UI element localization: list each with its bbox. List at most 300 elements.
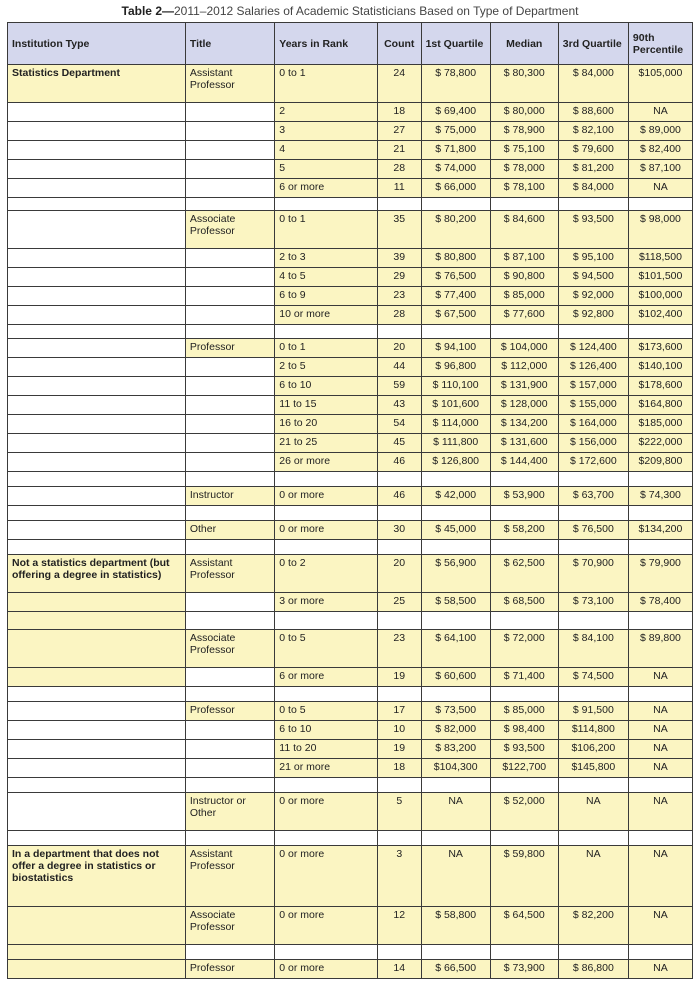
years-in-rank-cell: 4 to 5 [275, 268, 378, 287]
institution-type-cell [8, 198, 186, 211]
p90-cell: $164,800 [628, 396, 692, 415]
q1-cell: $ 126,800 [421, 453, 490, 472]
title-cell [185, 415, 274, 434]
institution-type-cell [8, 721, 186, 740]
table-row [8, 721, 693, 740]
institution-type-cell [8, 540, 186, 555]
q3-cell: $ 70,900 [558, 555, 628, 593]
years-in-rank-cell [275, 506, 378, 521]
institution-type-cell [8, 358, 186, 377]
q1-cell: $ 76,500 [421, 268, 490, 287]
count-cell: 11 [377, 179, 421, 198]
table-row [8, 358, 693, 377]
median-cell: $ 85,000 [490, 702, 558, 721]
p90-cell: $ 89,000 [628, 122, 692, 141]
years-in-rank-cell: 0 to 1 [275, 211, 378, 249]
q1-cell: $ 66,000 [421, 179, 490, 198]
q1-cell: $ 83,200 [421, 740, 490, 759]
median-cell: $ 84,600 [490, 211, 558, 249]
median-cell: $ 144,400 [490, 453, 558, 472]
title-cell [185, 721, 274, 740]
count-cell [377, 506, 421, 521]
institution-type-cell [8, 907, 186, 945]
institution-type-cell [8, 521, 186, 540]
p90-cell [628, 540, 692, 555]
p90-cell: NA [628, 960, 692, 979]
institution-type-cell [8, 960, 186, 979]
title-cell: Instructor or Other [185, 793, 274, 831]
median-cell [490, 472, 558, 487]
median-cell [490, 198, 558, 211]
q1-cell: $ 58,500 [421, 593, 490, 612]
count-cell: 19 [377, 740, 421, 759]
q1-cell: $ 74,000 [421, 160, 490, 179]
count-cell: 28 [377, 306, 421, 325]
spacer-row [8, 506, 693, 521]
q3-cell: $ 124,400 [558, 339, 628, 358]
table-row [8, 103, 693, 122]
table-row [8, 179, 693, 198]
table-row [8, 434, 693, 453]
count-cell: 18 [377, 103, 421, 122]
years-in-rank-cell [275, 325, 378, 339]
q3-cell: $106,200 [558, 740, 628, 759]
years-in-rank-cell [275, 612, 378, 630]
count-cell [377, 831, 421, 846]
p90-cell: $178,600 [628, 377, 692, 396]
years-in-rank-cell: 3 [275, 122, 378, 141]
table-row [8, 521, 693, 540]
q1-cell: $104,300 [421, 759, 490, 778]
title-cell [185, 668, 274, 687]
q1-cell: $ 64,100 [421, 630, 490, 668]
q1-cell: $ 66,500 [421, 960, 490, 979]
table-row [8, 377, 693, 396]
p90-cell: NA [628, 721, 692, 740]
median-cell: $ 93,500 [490, 740, 558, 759]
header-90th-percentile: 90th Percentile [628, 23, 692, 65]
median-cell [490, 687, 558, 702]
years-in-rank-cell: 6 or more [275, 668, 378, 687]
count-cell [377, 540, 421, 555]
table-row [8, 141, 693, 160]
header-count: Count [377, 23, 421, 65]
institution-type-cell [8, 487, 186, 506]
title-cell [185, 434, 274, 453]
years-in-rank-cell: 10 or more [275, 306, 378, 325]
table-row [8, 160, 693, 179]
years-in-rank-cell: 0 or more [275, 907, 378, 945]
q3-cell: $ 82,100 [558, 122, 628, 141]
years-in-rank-cell: 0 to 1 [275, 339, 378, 358]
q3-cell: $ 84,000 [558, 65, 628, 103]
median-cell: $122,700 [490, 759, 558, 778]
q3-cell: $ 79,600 [558, 141, 628, 160]
spacer-row [8, 198, 693, 211]
institution-type-cell [8, 396, 186, 415]
p90-cell: NA [628, 668, 692, 687]
p90-cell: NA [628, 759, 692, 778]
title-cell [185, 268, 274, 287]
q3-cell: $ 126,400 [558, 358, 628, 377]
q1-cell: $ 78,800 [421, 65, 490, 103]
q3-cell: $ 76,500 [558, 521, 628, 540]
q3-cell: $ 74,500 [558, 668, 628, 687]
q3-cell: $ 94,500 [558, 268, 628, 287]
institution-type-cell [8, 377, 186, 396]
count-cell: 18 [377, 759, 421, 778]
median-cell: $ 53,900 [490, 487, 558, 506]
count-cell: 14 [377, 960, 421, 979]
q1-cell [421, 540, 490, 555]
q1-cell: $ 60,600 [421, 668, 490, 687]
years-in-rank-cell: 11 to 15 [275, 396, 378, 415]
years-in-rank-cell: 16 to 20 [275, 415, 378, 434]
p90-cell: NA [628, 793, 692, 831]
median-cell: $ 78,900 [490, 122, 558, 141]
spacer-row [8, 831, 693, 846]
q3-cell: $114,800 [558, 721, 628, 740]
count-cell [377, 778, 421, 793]
count-cell: 54 [377, 415, 421, 434]
title-cell: Professor [185, 339, 274, 358]
table-row [8, 793, 693, 831]
institution-type-cell [8, 268, 186, 287]
q3-cell: $ 86,800 [558, 960, 628, 979]
count-cell: 20 [377, 555, 421, 593]
median-cell [490, 325, 558, 339]
p90-cell: $100,000 [628, 287, 692, 306]
institution-type-cell [8, 287, 186, 306]
p90-cell [628, 506, 692, 521]
title-cell [185, 358, 274, 377]
spacer-row [8, 778, 693, 793]
median-cell [490, 612, 558, 630]
title-cell [185, 287, 274, 306]
table-row [8, 211, 693, 249]
table-row [8, 453, 693, 472]
median-cell: $ 131,600 [490, 434, 558, 453]
institution-type-cell: Statistics Department [8, 65, 186, 103]
count-cell: 17 [377, 702, 421, 721]
title-cell: Professor [185, 702, 274, 721]
p90-cell [628, 778, 692, 793]
count-cell: 23 [377, 630, 421, 668]
table-row [8, 668, 693, 687]
q3-cell: $ 63,700 [558, 487, 628, 506]
median-cell [490, 540, 558, 555]
count-cell [377, 325, 421, 339]
count-cell: 23 [377, 287, 421, 306]
header-title: Title [185, 23, 274, 65]
median-cell: $ 78,100 [490, 179, 558, 198]
median-cell: $ 134,200 [490, 415, 558, 434]
institution-type-cell [8, 249, 186, 268]
table-row [8, 249, 693, 268]
count-cell [377, 472, 421, 487]
q1-cell: $ 101,600 [421, 396, 490, 415]
q1-cell: NA [421, 846, 490, 907]
median-cell: $ 128,000 [490, 396, 558, 415]
p90-cell: $134,200 [628, 521, 692, 540]
count-cell: 44 [377, 358, 421, 377]
q3-cell: $ 95,100 [558, 249, 628, 268]
q1-cell [421, 612, 490, 630]
median-cell: $ 85,000 [490, 287, 558, 306]
table-row [8, 287, 693, 306]
p90-cell: $ 82,400 [628, 141, 692, 160]
q3-cell [558, 831, 628, 846]
table-row [8, 396, 693, 415]
institution-type-cell [8, 831, 186, 846]
title-cell [185, 377, 274, 396]
table-row [8, 740, 693, 759]
p90-cell: $ 87,100 [628, 160, 692, 179]
title-cell [185, 198, 274, 211]
table-row [8, 702, 693, 721]
q3-cell: $ 92,800 [558, 306, 628, 325]
q3-cell: $ 84,000 [558, 179, 628, 198]
count-cell [377, 687, 421, 702]
institution-type-cell [8, 593, 186, 612]
years-in-rank-cell: 26 or more [275, 453, 378, 472]
table-caption [0, 2, 700, 20]
years-in-rank-cell: 0 to 1 [275, 65, 378, 103]
count-cell: 5 [377, 793, 421, 831]
q3-cell [558, 506, 628, 521]
median-cell [490, 506, 558, 521]
p90-cell [628, 831, 692, 846]
q3-cell [558, 778, 628, 793]
title-cell [185, 122, 274, 141]
table-row [8, 268, 693, 287]
title-cell [185, 612, 274, 630]
q1-cell: $ 114,000 [421, 415, 490, 434]
median-cell: $ 87,100 [490, 249, 558, 268]
institution-type-cell [8, 759, 186, 778]
years-in-rank-cell: 6 to 10 [275, 377, 378, 396]
institution-type-cell [8, 122, 186, 141]
count-cell: 25 [377, 593, 421, 612]
spacer-row [8, 540, 693, 555]
title-cell [185, 249, 274, 268]
years-in-rank-cell: 0 or more [275, 793, 378, 831]
median-cell: $ 80,300 [490, 65, 558, 103]
count-cell: 24 [377, 65, 421, 103]
q1-cell [421, 506, 490, 521]
table-row [8, 907, 693, 945]
count-cell: 27 [377, 122, 421, 141]
years-in-rank-cell: 5 [275, 160, 378, 179]
title-cell [185, 325, 274, 339]
table-caption-label: Table 2— [121, 4, 174, 18]
p90-cell: NA [628, 846, 692, 907]
table-row [8, 65, 693, 103]
years-in-rank-cell: 0 to 5 [275, 630, 378, 668]
institution-type-cell [8, 668, 186, 687]
q3-cell: $145,800 [558, 759, 628, 778]
q3-cell [558, 472, 628, 487]
q1-cell: $ 96,800 [421, 358, 490, 377]
table-row [8, 339, 693, 358]
p90-cell [628, 198, 692, 211]
count-cell: 46 [377, 487, 421, 506]
median-cell: $ 64,500 [490, 907, 558, 945]
q1-cell [421, 945, 490, 960]
title-cell [185, 759, 274, 778]
count-cell: 35 [377, 211, 421, 249]
spacer-row [8, 945, 693, 960]
q1-cell: $ 111,800 [421, 434, 490, 453]
median-cell [490, 945, 558, 960]
q1-cell [421, 325, 490, 339]
table-row [8, 630, 693, 668]
years-in-rank-cell: 0 or more [275, 846, 378, 907]
count-cell: 59 [377, 377, 421, 396]
q1-cell [421, 778, 490, 793]
q3-cell: NA [558, 793, 628, 831]
years-in-rank-cell [275, 472, 378, 487]
institution-type-cell [8, 687, 186, 702]
q3-cell: $ 92,000 [558, 287, 628, 306]
p90-cell: NA [628, 740, 692, 759]
institution-type-cell [8, 325, 186, 339]
q3-cell: $ 164,000 [558, 415, 628, 434]
median-cell [490, 778, 558, 793]
median-cell: $ 80,000 [490, 103, 558, 122]
p90-cell: $102,400 [628, 306, 692, 325]
median-cell: $ 73,900 [490, 960, 558, 979]
table-body [8, 65, 693, 979]
institution-type-cell [8, 612, 186, 630]
p90-cell: $ 98,000 [628, 211, 692, 249]
count-cell: 28 [377, 160, 421, 179]
title-cell [185, 306, 274, 325]
years-in-rank-cell: 2 [275, 103, 378, 122]
years-in-rank-cell [275, 778, 378, 793]
institution-type-cell [8, 415, 186, 434]
title-cell: Professor [185, 960, 274, 979]
p90-cell: NA [628, 103, 692, 122]
q1-cell: $ 94,100 [421, 339, 490, 358]
table-row [8, 593, 693, 612]
table-row [8, 487, 693, 506]
institution-type-cell [8, 434, 186, 453]
p90-cell: $173,600 [628, 339, 692, 358]
title-cell: Assistant Professor [185, 846, 274, 907]
years-in-rank-cell: 0 to 2 [275, 555, 378, 593]
count-cell: 21 [377, 141, 421, 160]
table-row [8, 306, 693, 325]
institution-type-cell [8, 702, 186, 721]
q1-cell: $ 75,000 [421, 122, 490, 141]
q3-cell [558, 198, 628, 211]
years-in-rank-cell: 0 or more [275, 960, 378, 979]
p90-cell: $105,000 [628, 65, 692, 103]
p90-cell [628, 612, 692, 630]
count-cell: 3 [377, 846, 421, 907]
title-cell [185, 453, 274, 472]
years-in-rank-cell [275, 831, 378, 846]
spacer-row [8, 612, 693, 630]
q3-cell: $ 82,200 [558, 907, 628, 945]
institution-type-cell [8, 778, 186, 793]
p90-cell: NA [628, 179, 692, 198]
table-row [8, 846, 693, 907]
q1-cell: NA [421, 793, 490, 831]
p90-cell: $222,000 [628, 434, 692, 453]
years-in-rank-cell [275, 540, 378, 555]
q3-cell: $ 88,600 [558, 103, 628, 122]
institution-type-cell [8, 160, 186, 179]
institution-type-cell [8, 179, 186, 198]
q1-cell: $ 58,800 [421, 907, 490, 945]
q1-cell [421, 687, 490, 702]
q1-cell: $ 45,000 [421, 521, 490, 540]
count-cell: 12 [377, 907, 421, 945]
q1-cell: $ 69,400 [421, 103, 490, 122]
count-cell: 10 [377, 721, 421, 740]
q3-cell: $ 84,100 [558, 630, 628, 668]
institution-type-cell [8, 793, 186, 831]
count-cell [377, 945, 421, 960]
institution-type-cell [8, 306, 186, 325]
header-1st-quartile: 1st Quartile [421, 23, 490, 65]
q1-cell: $ 82,000 [421, 721, 490, 740]
institution-type-cell [8, 472, 186, 487]
years-in-rank-cell: 0 to 5 [275, 702, 378, 721]
p90-cell: NA [628, 907, 692, 945]
years-in-rank-cell: 3 or more [275, 593, 378, 612]
p90-cell: $185,000 [628, 415, 692, 434]
spacer-row [8, 687, 693, 702]
q3-cell: $ 172,600 [558, 453, 628, 472]
table-row [8, 759, 693, 778]
title-cell [185, 160, 274, 179]
header-row [8, 23, 693, 65]
count-cell: 46 [377, 453, 421, 472]
title-cell: Other [185, 521, 274, 540]
median-cell: $ 112,000 [490, 358, 558, 377]
q1-cell: $ 42,000 [421, 487, 490, 506]
q1-cell: $ 80,800 [421, 249, 490, 268]
q3-cell: $ 73,100 [558, 593, 628, 612]
p90-cell: NA [628, 702, 692, 721]
count-cell: 19 [377, 668, 421, 687]
p90-cell: $ 78,400 [628, 593, 692, 612]
median-cell: $ 59,800 [490, 846, 558, 907]
years-in-rank-cell: 21 to 25 [275, 434, 378, 453]
institution-type-cell [8, 211, 186, 249]
title-cell: Instructor [185, 487, 274, 506]
institution-type-cell [8, 103, 186, 122]
header-median: Median [490, 23, 558, 65]
title-cell [185, 506, 274, 521]
median-cell: $ 98,400 [490, 721, 558, 740]
years-in-rank-cell: 11 to 20 [275, 740, 378, 759]
median-cell: $ 71,400 [490, 668, 558, 687]
q3-cell: $ 155,000 [558, 396, 628, 415]
salary-table [7, 22, 693, 979]
q3-cell: $ 91,500 [558, 702, 628, 721]
institution-type-cell [8, 141, 186, 160]
q1-cell [421, 831, 490, 846]
q1-cell [421, 472, 490, 487]
count-cell: 29 [377, 268, 421, 287]
median-cell: $ 52,000 [490, 793, 558, 831]
q3-cell: $ 156,000 [558, 434, 628, 453]
median-cell: $ 90,800 [490, 268, 558, 287]
